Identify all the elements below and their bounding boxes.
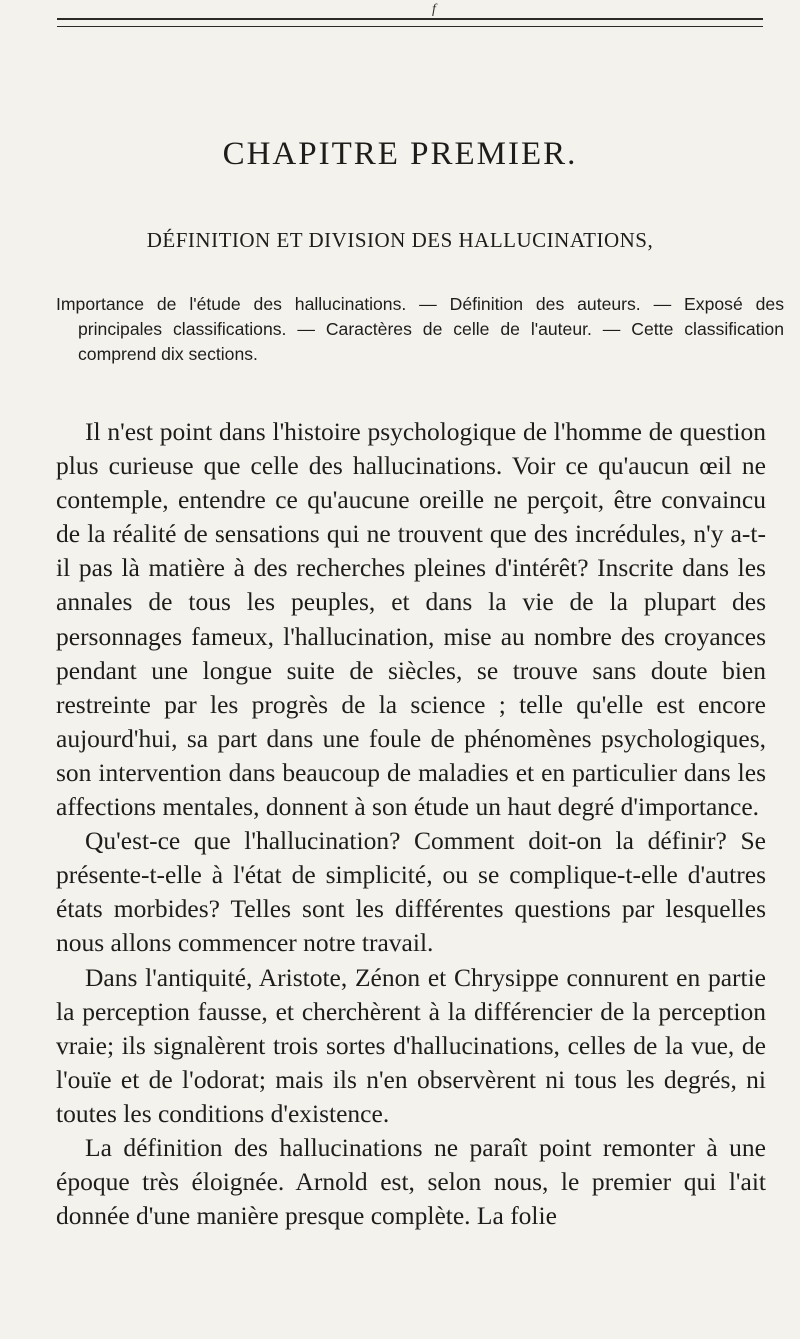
chapter-title: CHAPITRE PREMIER. (222, 136, 578, 172)
header-rule-thin (57, 26, 763, 27)
paragraph: La définition des hallucinations ne paraît point remonter à une époque très éloignée. Arnold est, selon nous, le premier qui l'ait donnée d'une manière presque complète. La folie (56, 1132, 766, 1231)
paragraph: Dans l'antiquité, Aristote, Zénon et Chrysippe connurent en partie la perception fausse, et cherchèrent à la différencier de la perception vraie; ils signalèrent trois sortes d'hallucinations, celles de la vue, de l'ouïe et de l'odorat; mais ils n'en observèrent ni tous les degrés, ni toutes les conditions d'existence. (56, 962, 766, 1128)
printer-mark: f (432, 2, 436, 17)
paragraph: Qu'est-ce que l'hallucination? Comment doit-on la définir? Se présente-t-elle à l'état de simplicité, ou se complique-t-elle d'autres états morbides? Telles sont les différentes questions par lesquelles nous allons commencer notre travail. (56, 826, 766, 958)
section-title: DÉFINITION ET DIVISION DES HALLUCINATIONS, (146, 228, 654, 252)
body-text (56, 415, 766, 1233)
header-rule-thick (57, 18, 763, 20)
chapter-summary: Importance de l'étude des hallucinations. — Définition des auteurs. — Exposé des principales classifications. — Caractères de celle de l'auteur. — Cette classification comprend dix sections. (56, 294, 784, 364)
paragraph: Il n'est point dans l'histoire psychologique de l'homme de question plus curieuse que celle des hallucinations. Voir ce qu'aucun œil ne contemple, entendre ce qu'aucune oreille ne perçoit, être convaincu de la réalité de sensations qui ne trouvent que des incrédules, n'y a-t-il pas là matière à des recherches pleines d'intérêt? Inscrite dans les annales de tous les peuples, et dans la vie de la plupart des personnages fameux, l'hallucination, mise au nombre des croyances pendant une longue suite de siècles, se trouve sans doute bien restreinte par les progrès de la science ; telle qu'elle est encore aujourd'hui, sa part dans une foule de phénomènes psychologiques, son intervention dans beaucoup de maladies et en particulier dans les affections mentales, donnent à son étude un haut degré d'importance. (56, 417, 766, 822)
